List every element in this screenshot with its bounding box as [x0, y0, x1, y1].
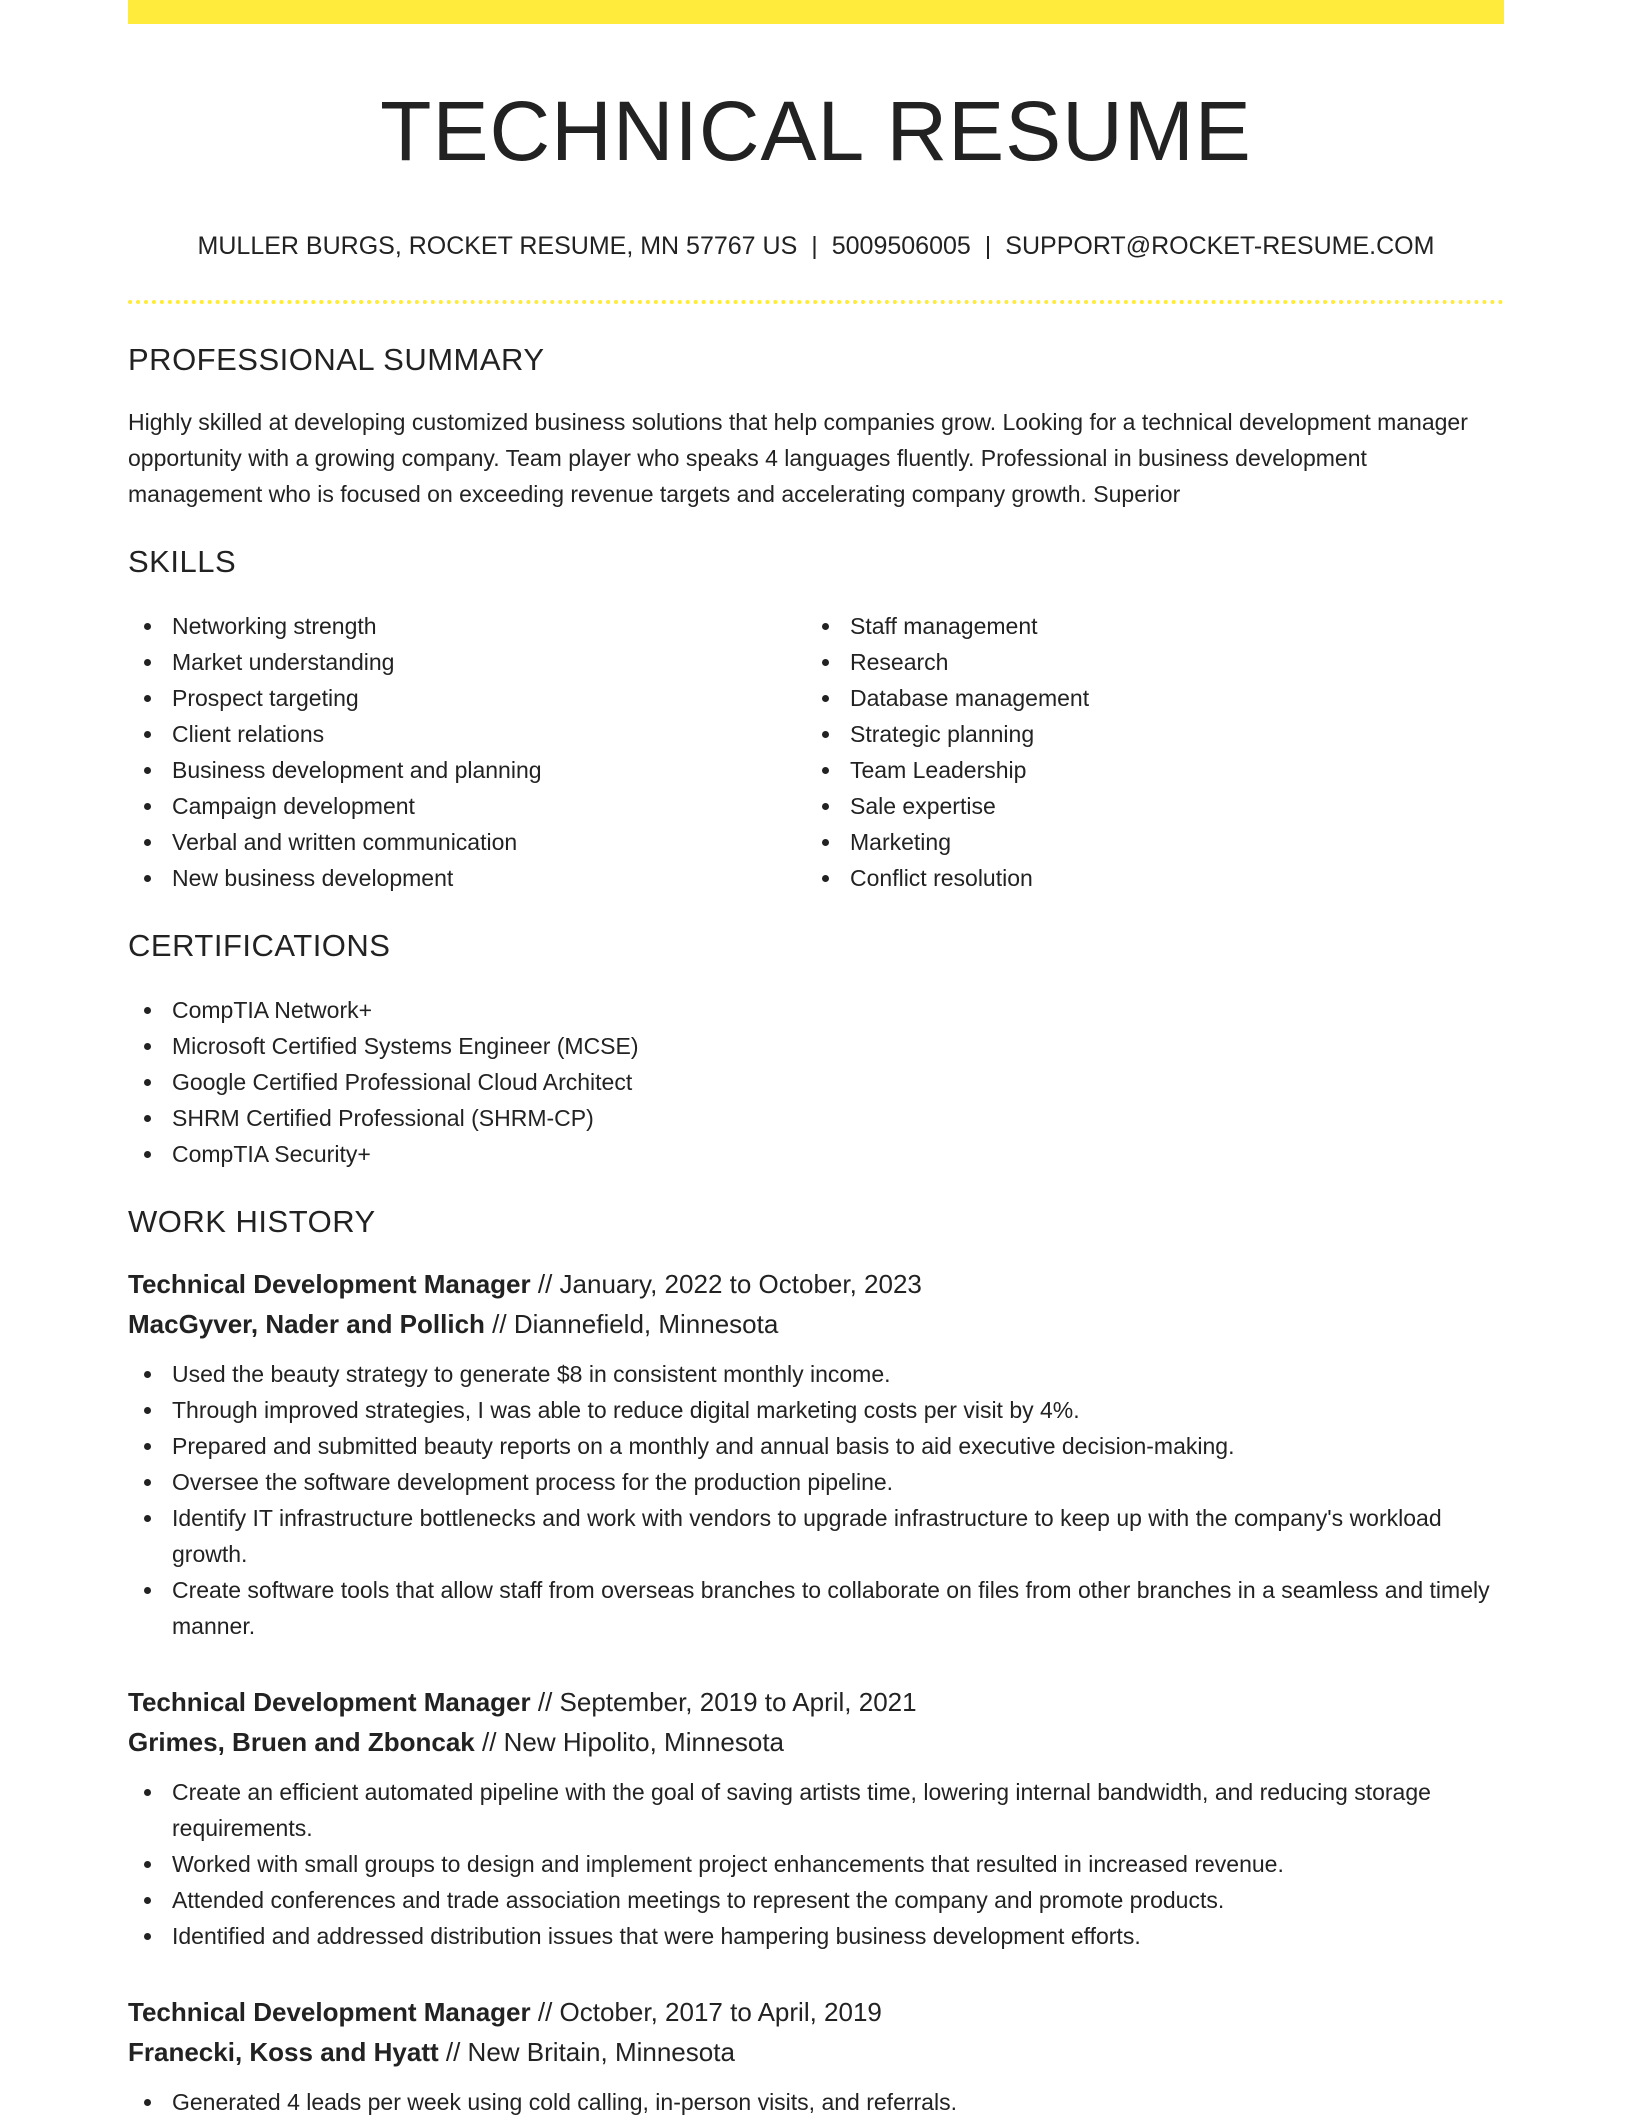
- contact-email: SUPPORT@ROCKET-RESUME.COM: [1005, 232, 1435, 260]
- summary-text: Highly skilled at developing customized business solutions that help companies grow. Looking for a technical development manager opportunity with a growing company. Team player who speaks 4 languages fluently. Professional in business development management who is focused on exceeding revenue targets and accelerating company growth. Superior: [128, 409, 1468, 507]
- job-title: Technical Development Manager: [128, 1269, 531, 1299]
- skill-item: Business development and planning: [128, 752, 806, 788]
- skill-item: Marketing: [806, 824, 1484, 860]
- skill-item: Verbal and written communication: [128, 824, 806, 860]
- job-company-line: [128, 1304, 1504, 1344]
- job-company-line: [128, 2032, 1504, 2072]
- resume-content: [128, 0, 1504, 2120]
- section-heading-summary: PROFESSIONAL SUMMARY: [128, 342, 545, 377]
- skill-item: Networking strength: [128, 608, 806, 644]
- skill-item: Client relations: [128, 716, 806, 752]
- skill-item: Research: [806, 644, 1484, 680]
- job-location: // Diannefield, Minnesota: [492, 1309, 779, 1339]
- contact-separator: |: [811, 232, 818, 260]
- job-location: // New Hipolito, Minnesota: [481, 1727, 785, 1757]
- job-bullet: Worked with small groups to design and implement project enhancements that resulted in increased revenue.: [128, 1846, 1504, 1882]
- job-title: Technical Development Manager: [128, 1997, 531, 2027]
- skill-item: New business development: [128, 860, 806, 896]
- job-entry: [128, 1992, 1504, 2120]
- skill-item: Strategic planning: [806, 716, 1484, 752]
- contact-line: [128, 230, 1504, 262]
- job-company: Grimes, Bruen and Zboncak: [128, 1727, 475, 1757]
- job-dates: // September, 2019 to April, 2021: [537, 1687, 917, 1717]
- job-entry: [128, 1264, 1504, 1644]
- certification-item: SHRM Certified Professional (SHRM-CP): [128, 1100, 1504, 1136]
- job-bullet: Identified and addressed distribution issues that were hampering business development efforts.: [128, 1918, 1504, 1954]
- dotted-divider: [128, 300, 1504, 304]
- contact-separator: |: [984, 232, 992, 260]
- skill-item: Team Leadership: [806, 752, 1484, 788]
- skills-columns: [128, 608, 1504, 896]
- skill-item: Sale expertise: [806, 788, 1484, 824]
- section-heading-work-history: WORK HISTORY: [128, 1204, 376, 1239]
- job-bullet: Oversee the software development process for the production pipeline.: [128, 1464, 1504, 1500]
- job-company: MacGyver, Nader and Pollich: [128, 1309, 485, 1339]
- job-bullet: Through improved strategies, I was able to reduce digital marketing costs per visit by 4%.: [128, 1392, 1504, 1428]
- job-dates: // January, 2022 to October, 2023: [537, 1269, 922, 1299]
- job-title-line: [128, 1264, 1504, 1304]
- job-bullet: Create software tools that allow staff from overseas branches to collaborate on files from other branches in a seamless and timely manner.: [128, 1572, 1504, 1644]
- skill-item: Conflict resolution: [806, 860, 1484, 896]
- job-title-line: [128, 1682, 1504, 1722]
- job-dates: // October, 2017 to April, 2019: [537, 1997, 882, 2027]
- job-bullet: Prepared and submitted beauty reports on a monthly and annual basis to aid executive decision-making.: [128, 1428, 1504, 1464]
- job-bullet: Used the beauty strategy to generate $8 in consistent monthly income.: [128, 1356, 1504, 1392]
- skill-item: Campaign development: [128, 788, 806, 824]
- section-heading-skills: SKILLS: [128, 544, 237, 579]
- job-bullets: [128, 2084, 1504, 2120]
- skill-item: Database management: [806, 680, 1484, 716]
- job-bullet: Create an efficient automated pipeline with the goal of saving artists time, lowering internal bandwidth, and reducing storage requirements.: [128, 1774, 1504, 1846]
- skill-item: Market understanding: [128, 644, 806, 680]
- certification-item: Google Certified Professional Cloud Architect: [128, 1064, 1504, 1100]
- skill-item: Prospect targeting: [128, 680, 806, 716]
- certification-item: CompTIA Network+: [128, 992, 1504, 1028]
- skills-list-left: [128, 608, 806, 896]
- page-title: TECHNICAL RESUME: [380, 84, 1252, 178]
- skills-list-right: [806, 608, 1484, 896]
- certification-item: CompTIA Security+: [128, 1136, 1504, 1172]
- work-history-section: [128, 1202, 1504, 2120]
- contact-phone: 5009506005: [831, 232, 971, 260]
- job-bullet: Identify IT infrastructure bottlenecks and work with vendors to upgrade infrastructure to keep up with the company's workload growth.: [128, 1500, 1504, 1572]
- job-entry: [128, 1682, 1504, 1954]
- job-location: // New Britain, Minnesota: [445, 2037, 735, 2067]
- job-bullet: Attended conferences and trade association meetings to represent the company and promote products.: [128, 1882, 1504, 1918]
- contact-address: MULLER BURGS, ROCKET RESUME, MN 57767 US: [197, 232, 798, 260]
- skill-item: Staff management: [806, 608, 1484, 644]
- job-bullet: Generated 4 leads per week using cold calling, in-person visits, and referrals.: [128, 2084, 1504, 2120]
- job-bullets: [128, 1356, 1504, 1644]
- skills-section: [128, 542, 1504, 896]
- certifications-list: [128, 992, 1504, 1172]
- job-title-line: [128, 1992, 1504, 2032]
- certifications-section: [128, 926, 1504, 1172]
- summary-section: [128, 340, 1504, 512]
- job-title: Technical Development Manager: [128, 1687, 531, 1717]
- job-company-line: [128, 1722, 1504, 1762]
- section-heading-certifications: CERTIFICATIONS: [128, 928, 391, 963]
- job-company: Franecki, Koss and Hyatt: [128, 2037, 439, 2067]
- certification-item: Microsoft Certified Systems Engineer (MCSE): [128, 1028, 1504, 1064]
- job-bullets: [128, 1774, 1504, 1954]
